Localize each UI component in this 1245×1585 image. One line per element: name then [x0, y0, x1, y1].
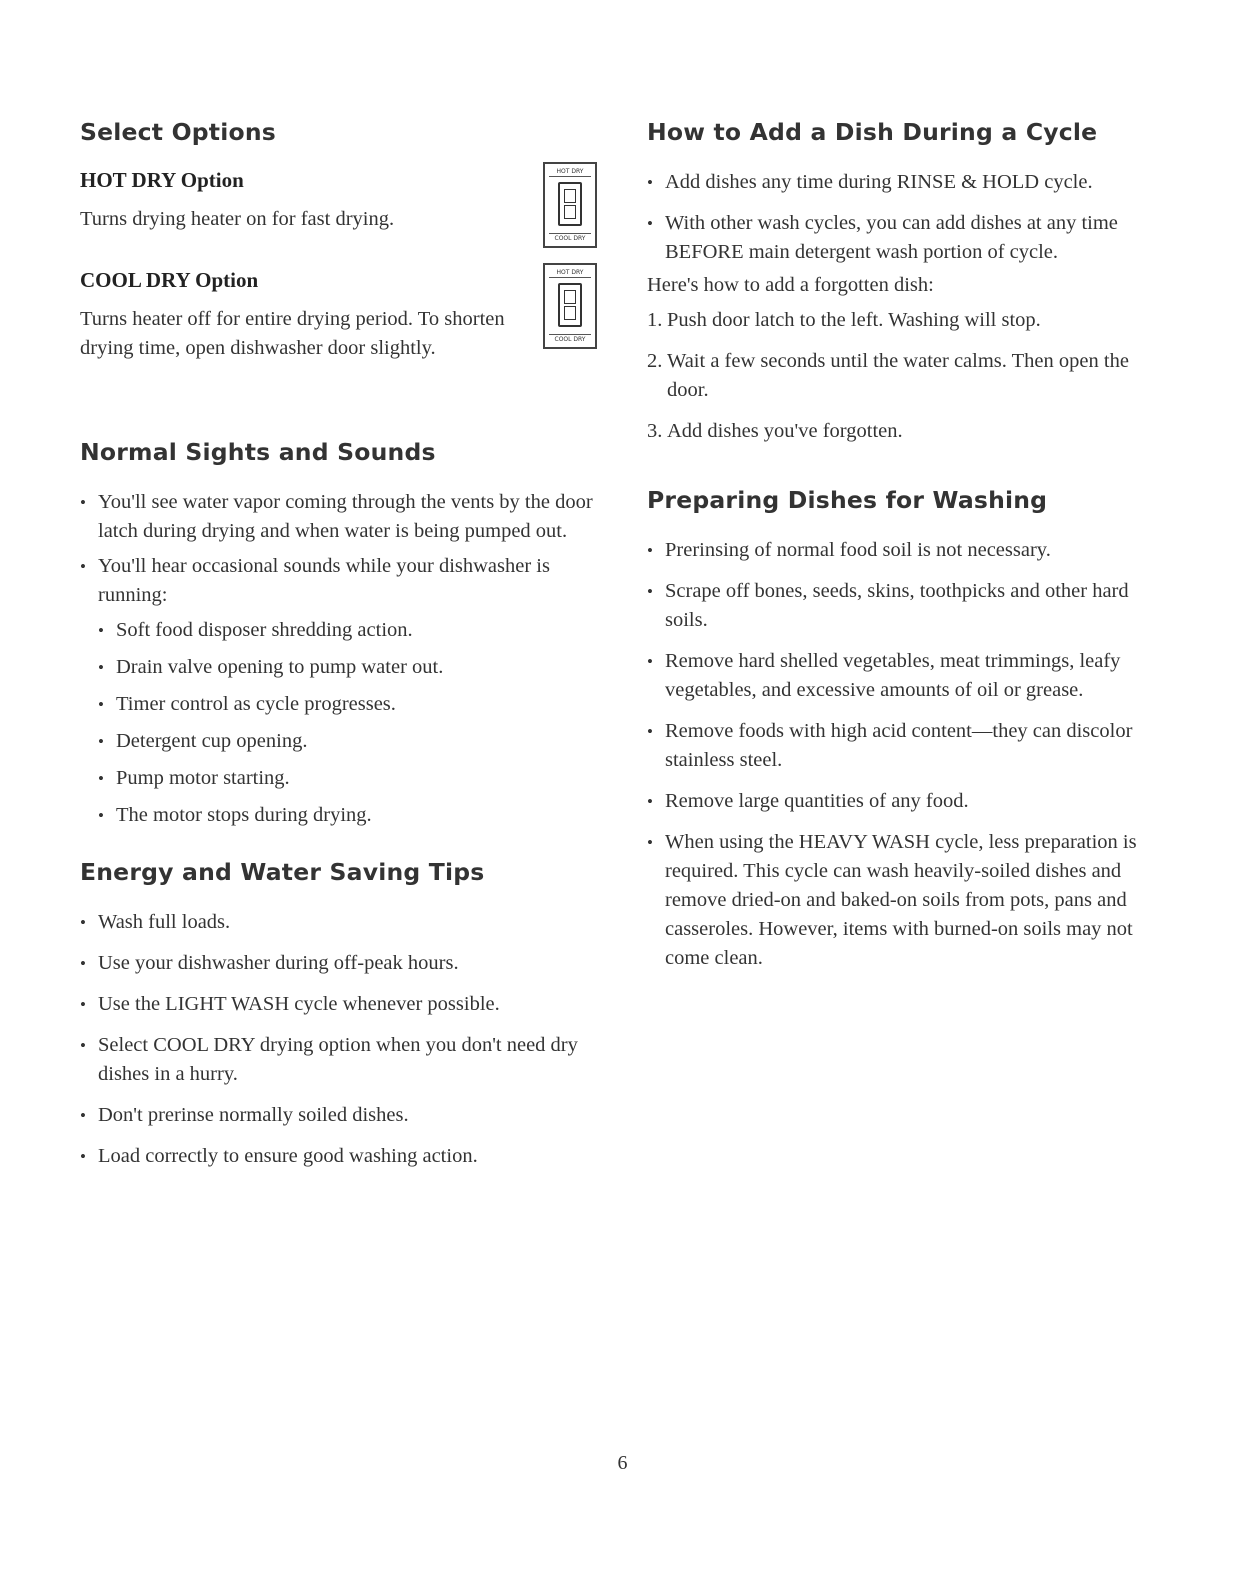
step-text: Wait a few seconds until the water calms. Then open the door.	[667, 350, 1129, 401]
add-dish-section	[647, 118, 1167, 446]
step-text: Add dishes you've forgotten.	[667, 420, 903, 442]
list-item: • Use the LIGHT WASH cycle whenever possible.	[80, 990, 605, 1019]
energy-tips-section	[80, 858, 605, 1171]
list-item: • Remove foods with high acid content—they can discolor stainless steel.	[647, 717, 1167, 775]
sub-list-item: • The motor stops during drying.	[98, 801, 605, 830]
normal-sights-heading: Normal Sights and Sounds	[80, 438, 436, 466]
step-text: Push door latch to the left. Washing will stop.	[667, 309, 1041, 331]
right-column	[647, 118, 1167, 985]
add-dish-list	[647, 168, 1167, 267]
sub-list-item: • Soft food disposer shredding action.	[98, 616, 605, 645]
cool-dry-option	[80, 268, 605, 438]
step-number: 3.	[647, 420, 663, 442]
hot-dry-switch-icon	[543, 162, 597, 248]
normal-sights-list	[80, 488, 605, 830]
select-options-heading: Select Options	[80, 118, 276, 146]
list-item: • Don't prerinse normally soiled dishes.	[80, 1101, 605, 1130]
list-item: • Use your dishwasher during off-peak hours.	[80, 949, 605, 978]
hot-dry-option	[80, 168, 605, 268]
list-item: • Remove hard shelled vegetables, meat trimmings, leafy vegetables, and excessive amounts of oil or grease.	[647, 647, 1167, 705]
preparing-heading: Preparing Dishes for Washing	[647, 486, 1048, 514]
list-item: • You'll see water vapor coming through the vents by the door latch during drying and when water is being pumped out.	[80, 488, 605, 546]
list-item: • Add dishes any time during RINSE & HOLD cycle.	[647, 168, 1167, 197]
sub-list-item: • Detergent cup opening.	[98, 727, 605, 756]
step-number: 1.	[647, 309, 663, 331]
add-dish-intro: Here's how to add a forgotten dish:	[647, 274, 934, 296]
energy-tips-heading: Energy and Water Saving Tips	[80, 858, 485, 886]
list-item: • When using the HEAVY WASH cycle, less preparation is required. This cycle can wash heavily-soiled dishes and remove dried-on and baked-on soils from pots, pans and casseroles. However, items with burned-on soils may not come clean.	[647, 828, 1167, 973]
select-options-section	[80, 118, 605, 438]
preparing-list	[647, 536, 1167, 973]
step-item	[647, 306, 1167, 335]
step-item	[647, 417, 1167, 446]
list-item	[80, 552, 605, 830]
step-item	[647, 347, 1167, 405]
hot-dry-text: Turns drying heater on for fast drying.	[80, 208, 395, 230]
energy-tips-list	[80, 908, 605, 1171]
page-number: 6	[617, 1452, 628, 1474]
sounds-sub-list	[98, 616, 605, 830]
list-item: • Scrape off bones, seeds, skins, toothpicks and other hard soils.	[647, 577, 1167, 635]
sub-list-item: • Timer control as cycle progresses.	[98, 690, 605, 719]
switch-top-label: HOT DRY	[549, 268, 591, 278]
list-item: • Prerinsing of normal food soil is not necessary.	[647, 536, 1167, 565]
switch-top-label: HOT DRY	[549, 167, 591, 177]
switch-bottom-label: COOL DRY	[549, 334, 591, 344]
step-number: 2.	[647, 350, 663, 372]
sub-list-item: • Pump motor starting.	[98, 764, 605, 793]
left-column	[80, 118, 605, 1183]
rocker-switch-icon	[558, 182, 582, 226]
preparing-section	[647, 486, 1167, 973]
cool-dry-text: Turns heater off for entire drying period. To shorten drying time, open dishwasher door slightly.	[80, 308, 505, 359]
list-item-text: You'll hear occasional sounds while your dishwasher is running:	[98, 555, 550, 606]
list-item: • With other wash cycles, you can add dishes at any time BEFORE main detergent wash portion of cycle.	[647, 209, 1167, 267]
normal-sights-section	[80, 438, 605, 830]
add-dish-heading: How to Add a Dish During a Cycle	[647, 118, 1098, 146]
rocker-switch-icon	[558, 283, 582, 327]
add-dish-steps	[647, 306, 1167, 446]
cool-dry-title: COOL DRY Option	[80, 268, 259, 292]
cool-dry-switch-icon	[543, 263, 597, 349]
list-item: • Remove large quantities of any food.	[647, 787, 1167, 816]
list-item: • Select COOL DRY drying option when you don't need dry dishes in a hurry.	[80, 1031, 605, 1089]
list-item: • Wash full loads.	[80, 908, 605, 937]
list-item: • Load correctly to ensure good washing action.	[80, 1142, 605, 1171]
sub-list-item: • Drain valve opening to pump water out.	[98, 653, 605, 682]
hot-dry-title: HOT DRY Option	[80, 168, 244, 192]
switch-bottom-label: COOL DRY	[549, 233, 591, 243]
